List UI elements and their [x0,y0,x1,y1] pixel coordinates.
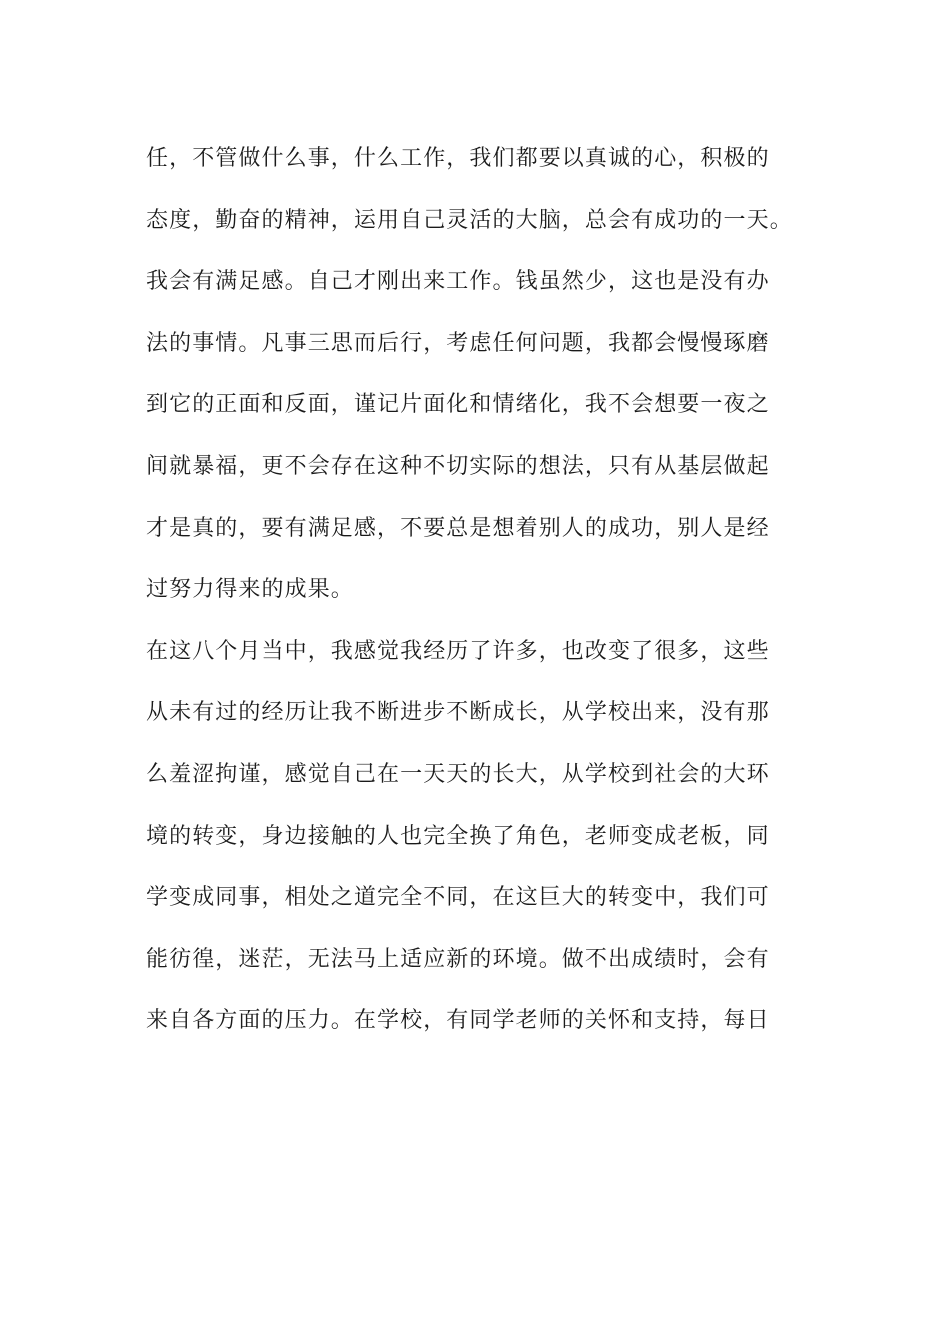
text-line: 从未有过的经历让我不断进步不断成长，从学校出来，没有那 [146,700,770,726]
text-line: 才是真的，要有满足感，不要总是想着别人的成功，别人是经 [146,515,770,541]
document-text-body [146,128,806,1052]
text-line: 么羞涩拘谨，感觉自己在一天天的长大，从学校到社会的大环 [146,761,770,787]
text-line: 我会有满足感。自己才刚出来工作。钱虽然少，这也是没有办 [146,269,770,295]
text-line: 来自各方面的压力。在学校，有同学老师的关怀和支持，每日 [146,1008,770,1034]
text-line: 到它的正面和反面，谨记片面化和情绪化，我不会想要一夜之 [146,392,770,418]
text-line: 过努力得来的成果。 [146,577,354,603]
text-line: 学变成同事，相处之道完全不同，在这巨大的转变中，我们可 [146,885,770,911]
text-line: 法的事情。凡事三思而后行，考虑任何问题，我都会慢慢琢磨 [146,330,770,356]
text-line: 在这八个月当中，我感觉我经历了许多，也改变了很多，这些 [146,638,770,664]
text-line: 态度，勤奋的精神，运用自己灵活的大脑，总会有成功的一天。 [146,207,793,233]
text-line: 间就暴福，更不会存在这种不切实际的想法，只有从基层做起 [146,453,770,479]
text-line: 任，不管做什么事，什么工作，我们都要以真诚的心，积极的 [146,146,770,171]
text-line: 能彷徨，迷茫，无法马上适应新的环境。做不出成绩时，会有 [146,946,770,972]
text-line: 境的转变，身边接触的人也完全换了角色，老师变成老板，同 [146,823,770,849]
